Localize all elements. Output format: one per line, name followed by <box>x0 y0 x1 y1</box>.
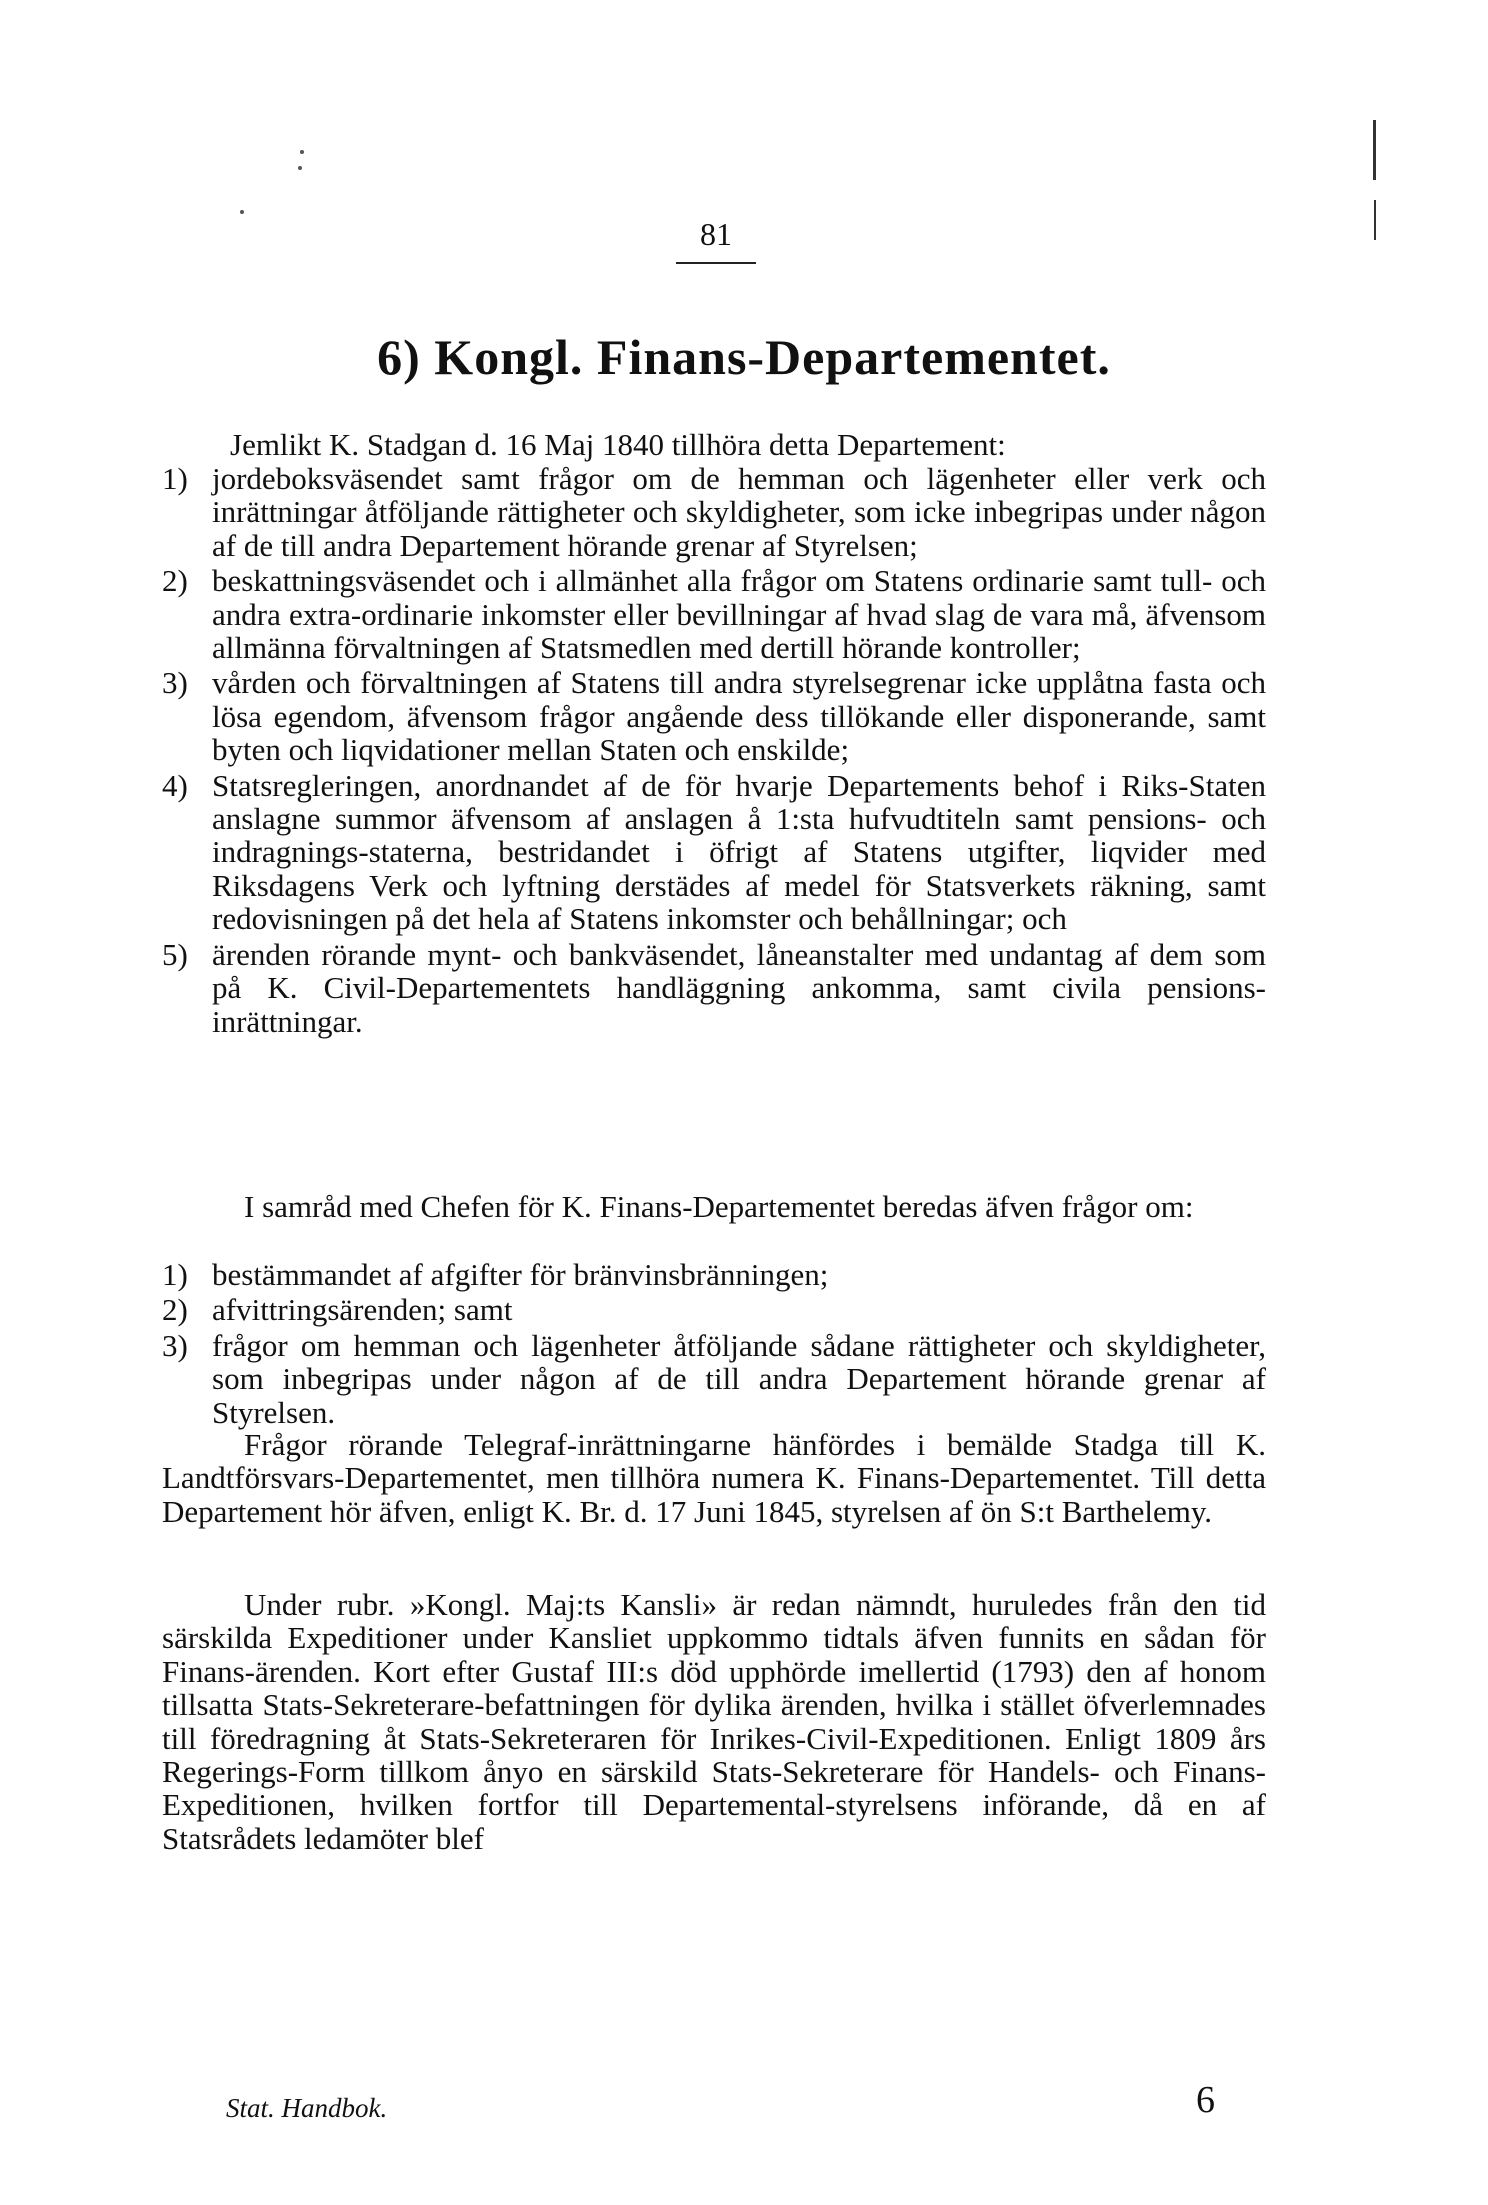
list-item <box>162 462 1266 562</box>
footer-signature: Stat. Handbok. <box>226 2093 388 2123</box>
list-item-text: Statsregleringen, anordnandet af de för hvarje Departements behof i Riks-Staten anslagne summor äfvensom af anslagen å 1:sta hufvudtiteln samt pensions- och indragnings-staterna, bestridandet i öfrigt af Statens utgifter, liqvider med Riksdagens Verk och lyftning derstädes af medel för Statsverkets räkning, samt redovisningen på det hela af Statens inkomster och behållningar; och <box>212 767 1266 937</box>
intro-paragraph: Jemlikt K. Stadgan d. 16 Maj 1840 tillhöra detta Departement: <box>230 427 1006 462</box>
list-item-text: bestämmandet af afgifter för bränvinsbränningen; <box>212 1257 829 1292</box>
list-item-number: 3) <box>162 1327 188 1363</box>
list-item <box>162 1293 1266 1326</box>
list-item-text: frågor om hemman och lägenheter åtföljande sådane rättigheter och skyldigheter, som inbegripas under någon af de till andra Departement hörande grenar af Styrelsen. <box>212 1327 1266 1430</box>
list-item-number: 5) <box>162 936 188 972</box>
print-speck <box>298 166 302 170</box>
list-item-number: 1) <box>162 1257 188 1292</box>
scan-edge-mark <box>1373 120 1376 180</box>
list-item-text: jordeboksväsendet samt frågor om de hemman och lägenheter eller verk och inrättningar åtföljande rättigheter och skyldigheter, som icke inbegripas under någon af de till andra Departement hörande grenar af Styrelsen; <box>212 461 1266 563</box>
list-item-text: afvittringsärenden; samt <box>212 1292 513 1328</box>
responsibilities-list <box>162 462 1266 1038</box>
page-number: 81 <box>700 216 732 252</box>
list-item-number: 2) <box>162 563 188 599</box>
list-item-text: beskattningsväsendet och i allmänhet alla frågor om Statens ordinarie samt tull- och andra extra-ordinarie inkomster eller bevillningar af hvad slag de vara må, äfvensom allmänna förvaltningen af Statsmedlen med dertill hörande kontroller; <box>212 563 1266 666</box>
list-item <box>162 769 1266 936</box>
list-item-number: 4) <box>162 767 188 803</box>
list-item-number: 1) <box>162 461 188 496</box>
list-item <box>162 1258 1266 1291</box>
list-item-number: 2) <box>162 1292 188 1328</box>
list-item-number: 3) <box>162 665 188 701</box>
scan-edge-mark <box>1374 200 1376 240</box>
footer-sheet-number: 6 <box>1196 2079 1215 2121</box>
list-item <box>162 1329 1266 1429</box>
print-speck <box>300 150 304 154</box>
list-item <box>162 564 1266 664</box>
list-item <box>162 666 1266 766</box>
consultation-list <box>162 1258 1266 1429</box>
list-item-text: ärenden rörande mynt- och bankväsendet, låneanstalter med undantag af dem som på K. Civil-Departementets handläggning ankomma, samt civila pensions-inrättningar. <box>212 936 1266 1039</box>
telegraph-paragraph: Frågor rörande Telegraf-inrättningarne hänfördes i bemälde Stadga till K. Landtförsvars-Departementet, men tillhöra numera K. Finans-Departementet. Till detta Departement hör äfven, enligt K. Br. d. 17 Juni 1845, styrelsen af ön S:t Barthelemy. <box>162 1427 1266 1529</box>
history-paragraph: Under rubr. »Kongl. Maj:ts Kansli» är redan nämndt, huruledes från den tid särskilda Expeditioner under Kansliet uppkommo tidtals äfven funnits en sådan för Finans-ärenden. Kort efter Gustaf III:s död upphörde imellertid (1793) den af honom tillsatta Stats-Sekreterare-befattningen för dylika ärenden, hvilka i stället öfverlemnades till föredragning åt Stats-Sekreteraren för Inrikes-Civil-Expeditionen. Enligt 1809 års Regerings-Form tillkom ånyo en särskild Stats-Sekreterare för Handels- och Finans-Expeditionen, hvilken fortfor till Departemental-styrelsens införande, då en af Statsrådets ledamöter blef <box>162 1587 1266 1856</box>
consultation-paragraph: I samråd med Chefen för K. Finans-Departementet beredas äfven frågor om: <box>244 1189 1194 1224</box>
page-number-rule <box>676 262 756 264</box>
section-title: 6) Kongl. Finans-Departementet. <box>377 329 1111 385</box>
print-speck <box>240 210 244 214</box>
list-item <box>162 938 1266 1038</box>
list-item-text: vården och förvaltningen af Statens till andra styrelsegrenar icke upplåtna fasta och lösa egendom, äfvensom frågor angående dess tillökande eller disponerande, samt byten och liqvidationer mellan Staten och enskilde; <box>212 665 1266 768</box>
